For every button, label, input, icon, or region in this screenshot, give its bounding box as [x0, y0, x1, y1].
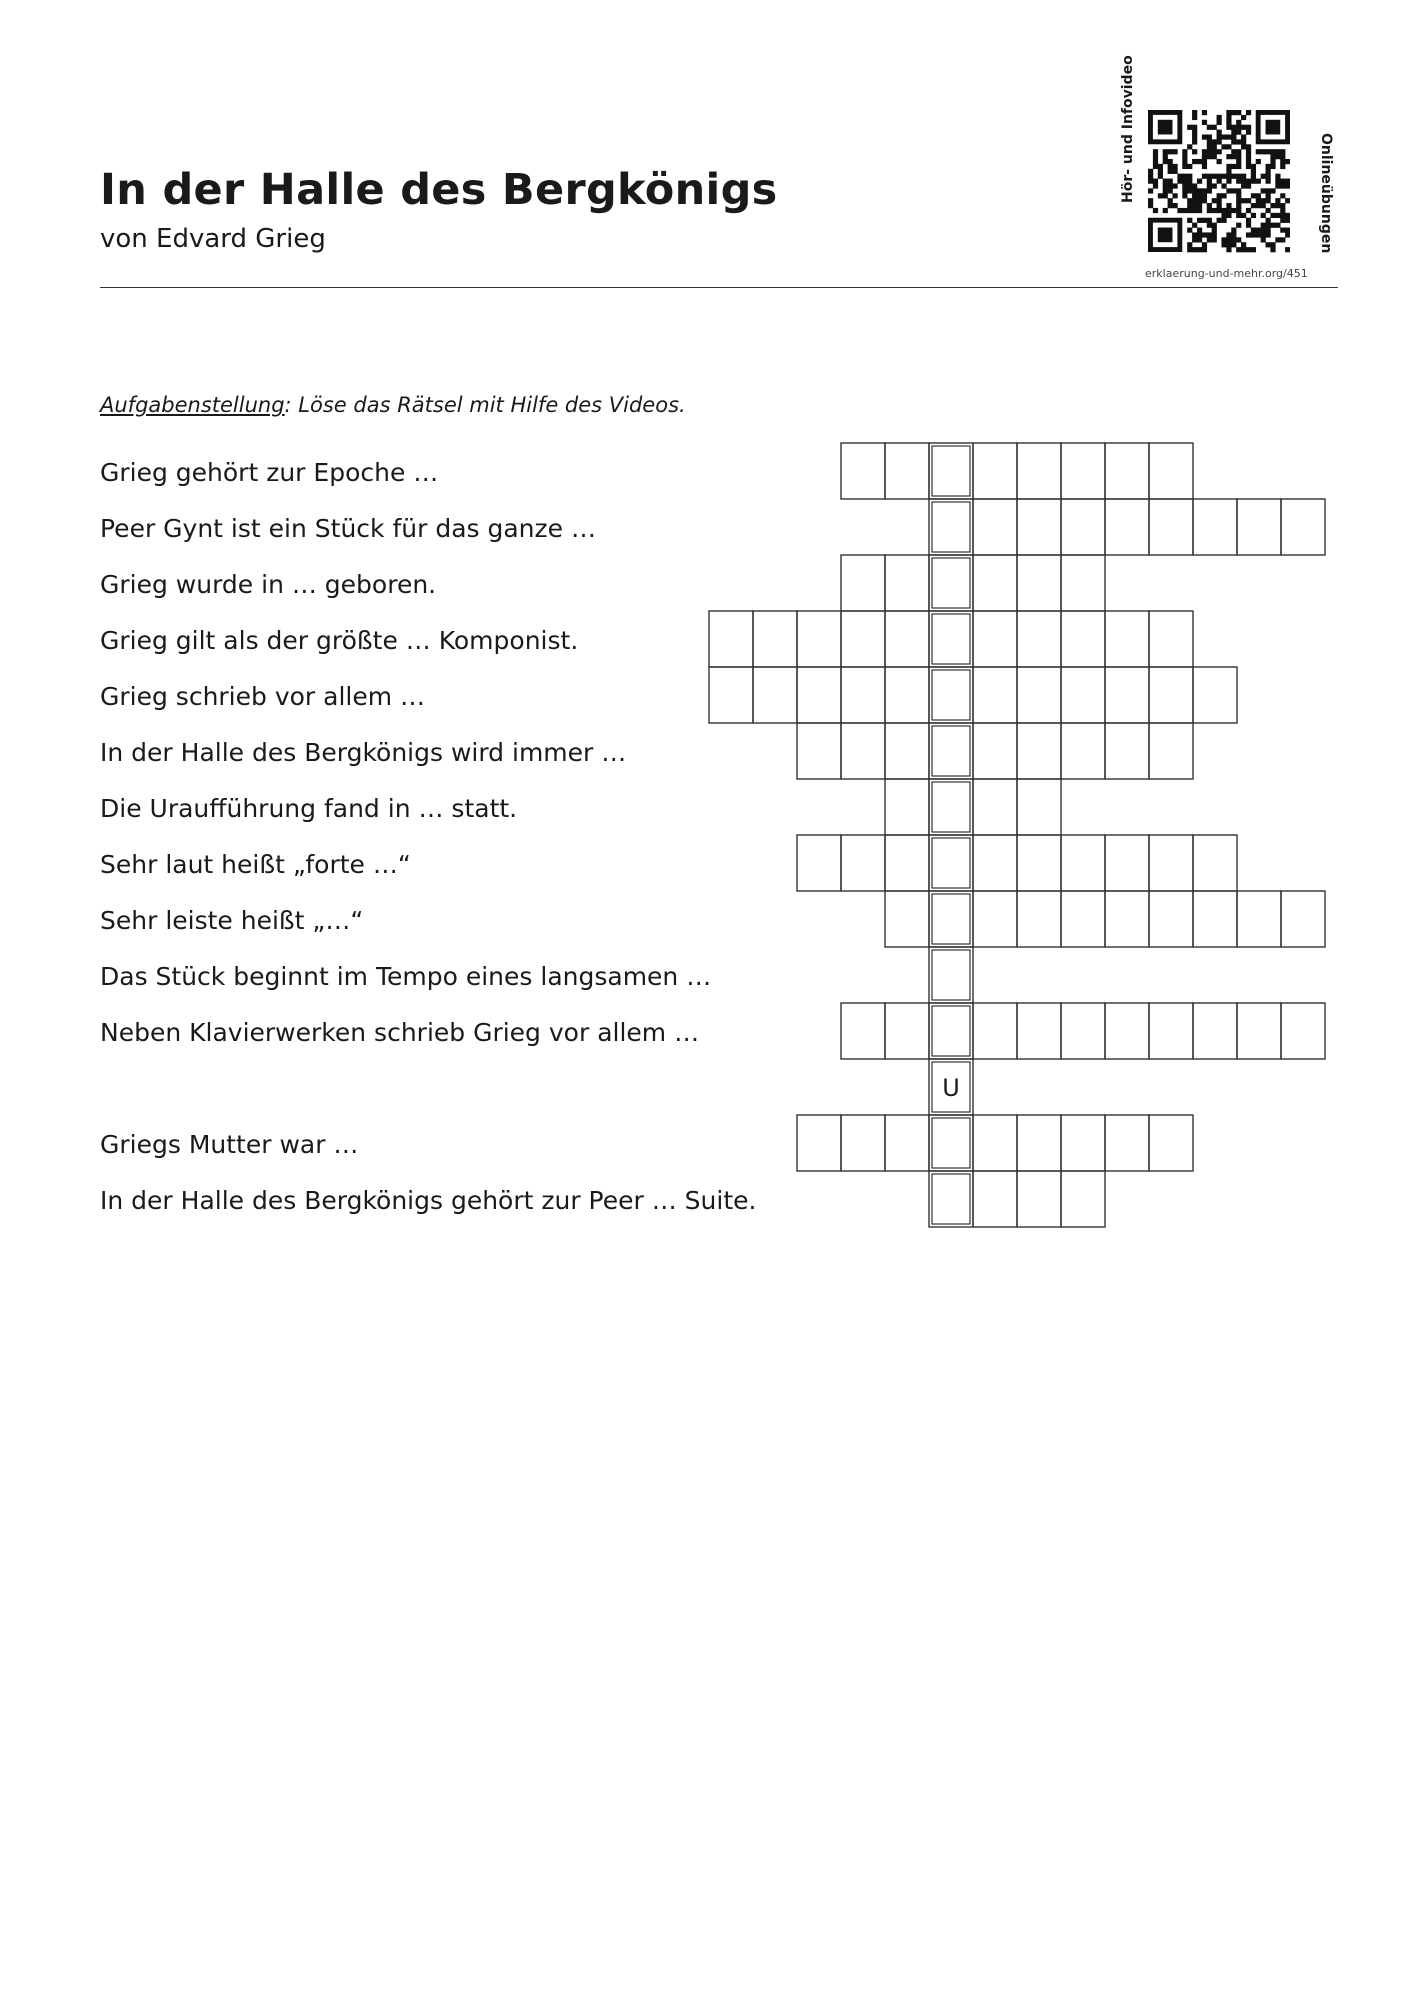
- crossword-cell[interactable]: [841, 667, 885, 723]
- clue-text: Die Uraufführung fand in … statt.: [100, 794, 518, 823]
- crossword-cell[interactable]: [1237, 1003, 1281, 1059]
- crossword-cell[interactable]: [1061, 555, 1105, 611]
- given-letter: U: [942, 1074, 960, 1102]
- crossword-cell[interactable]: [885, 835, 929, 891]
- crossword-cell[interactable]: [797, 835, 841, 891]
- crossword-cell[interactable]: [1193, 891, 1237, 947]
- solution-cell-inner-border: [932, 558, 970, 608]
- crossword-cell[interactable]: [885, 667, 929, 723]
- crossword-cell[interactable]: [1149, 1115, 1193, 1171]
- crossword-cell[interactable]: [1105, 443, 1149, 499]
- crossword-cell[interactable]: [885, 443, 929, 499]
- crossword-cell[interactable]: [841, 1003, 885, 1059]
- crossword-cell[interactable]: [1149, 891, 1193, 947]
- crossword-cell[interactable]: [1105, 891, 1149, 947]
- solution-cell[interactable]: [929, 835, 973, 891]
- solution-cell[interactable]: [929, 779, 973, 835]
- crossword-cell[interactable]: [841, 611, 885, 667]
- crossword-cell[interactable]: [1017, 1171, 1061, 1227]
- crossword-cell[interactable]: [797, 723, 841, 779]
- crossword-cell[interactable]: [1017, 555, 1061, 611]
- crossword-cell[interactable]: [1149, 1003, 1193, 1059]
- crossword-cell[interactable]: [1061, 1171, 1105, 1227]
- solution-cell-inner-border: [932, 446, 970, 496]
- crossword-cell[interactable]: [1017, 779, 1061, 835]
- crossword-cell[interactable]: [973, 499, 1017, 555]
- task-instruction-label: Aufgabenstellung: [100, 393, 285, 417]
- crossword-cell[interactable]: [797, 667, 841, 723]
- crossword-cell[interactable]: [753, 611, 797, 667]
- worksheet-title: In der Halle des Bergkönigs: [100, 165, 778, 215]
- crossword-cell[interactable]: [1193, 667, 1237, 723]
- crossword-cell[interactable]: [973, 891, 1017, 947]
- clue-text: Neben Klavierwerken schrieb Grieg vor allem …: [100, 1018, 700, 1047]
- solution-cell-inner-border: [932, 726, 970, 776]
- crossword-cell[interactable]: [1149, 667, 1193, 723]
- crossword-cell[interactable]: [885, 1003, 929, 1059]
- solution-cell[interactable]: [929, 723, 973, 779]
- crossword-cell[interactable]: [973, 1115, 1017, 1171]
- crossword-cell[interactable]: [1017, 443, 1061, 499]
- crossword-cell[interactable]: [1149, 611, 1193, 667]
- crossword-cell[interactable]: [1061, 723, 1105, 779]
- solution-cell[interactable]: [929, 1115, 973, 1171]
- crossword-cell[interactable]: [1193, 1003, 1237, 1059]
- crossword-cell[interactable]: [1017, 1115, 1061, 1171]
- solution-cell[interactable]: [929, 947, 973, 1003]
- solution-cell-inner-border: [932, 1118, 970, 1168]
- solution-cell-inner-border: [932, 670, 970, 720]
- crossword-cell[interactable]: [797, 611, 841, 667]
- crossword-cell[interactable]: [841, 555, 885, 611]
- solution-cell[interactable]: [929, 1171, 973, 1227]
- crossword-cell[interactable]: [1149, 443, 1193, 499]
- crossword-cell[interactable]: [885, 891, 929, 947]
- solution-cell-inner-border: [932, 614, 970, 664]
- crossword-cell[interactable]: [1105, 1115, 1149, 1171]
- crossword-cell[interactable]: [1061, 835, 1105, 891]
- crossword-cell[interactable]: [1149, 723, 1193, 779]
- crossword-cell[interactable]: [1105, 1003, 1149, 1059]
- crossword-cell[interactable]: [1193, 499, 1237, 555]
- crossword-cell[interactable]: [973, 1171, 1017, 1227]
- crossword-cell[interactable]: [1017, 667, 1061, 723]
- crossword-cell[interactable]: [1061, 667, 1105, 723]
- solution-cell-inner-border: [932, 950, 970, 1000]
- crossword-cell[interactable]: [885, 555, 929, 611]
- crossword-cell[interactable]: [973, 667, 1017, 723]
- crossword-cell[interactable]: [1105, 499, 1149, 555]
- crossword-cell[interactable]: [1281, 891, 1325, 947]
- clue-text: Grieg wurde in … geboren.: [100, 570, 437, 599]
- solution-cell[interactable]: [929, 1003, 973, 1059]
- clue-text: Das Stück beginnt im Tempo eines langsamen …: [100, 962, 712, 991]
- clue-text: Grieg schrieb vor allem …: [100, 682, 426, 711]
- crossword-cell[interactable]: [841, 1115, 885, 1171]
- crossword-cell[interactable]: [709, 611, 753, 667]
- crossword-cell[interactable]: [841, 723, 885, 779]
- solution-cell[interactable]: [929, 499, 973, 555]
- crossword-cell[interactable]: [973, 779, 1017, 835]
- qr-video-label: Hör- und Infovideo: [1120, 55, 1136, 203]
- task-instruction-text: : Löse das Rätsel mit Hilfe des Videos.: [284, 393, 686, 417]
- crossword-cell[interactable]: [885, 1115, 929, 1171]
- solution-cell[interactable]: [929, 555, 973, 611]
- crossword-cell[interactable]: [841, 443, 885, 499]
- crossword-cell[interactable]: [1149, 835, 1193, 891]
- clue-text: Grieg gehört zur Epoche …: [100, 458, 439, 487]
- crossword-cell[interactable]: [1193, 835, 1237, 891]
- qr-url[interactable]: erklaerung-und-mehr.org/451: [1145, 267, 1308, 280]
- clue-text: Sehr laut heißt „forte …“: [100, 850, 411, 879]
- crossword-cell[interactable]: [1061, 1115, 1105, 1171]
- crossword-cell[interactable]: [1061, 611, 1105, 667]
- crossword-cell[interactable]: [1105, 611, 1149, 667]
- crossword-cell[interactable]: [753, 667, 797, 723]
- crossword-cell[interactable]: [709, 667, 753, 723]
- clue-text: In der Halle des Bergkönigs wird immer …: [100, 738, 627, 767]
- crossword-cell[interactable]: [1237, 499, 1281, 555]
- crossword-cell[interactable]: [885, 611, 929, 667]
- crossword-cell[interactable]: [1017, 499, 1061, 555]
- crossword-cell[interactable]: [1105, 667, 1149, 723]
- crossword-cell[interactable]: [973, 723, 1017, 779]
- crossword-cell[interactable]: [885, 723, 929, 779]
- solution-cell-inner-border: [932, 782, 970, 832]
- crossword-cell[interactable]: [1149, 499, 1193, 555]
- solution-cell[interactable]: [929, 611, 973, 667]
- crossword-cell[interactable]: [1237, 891, 1281, 947]
- crossword-cell[interactable]: [1017, 1003, 1061, 1059]
- qr-exercises-label: Onlineübungen: [1318, 133, 1334, 254]
- crossword-cell[interactable]: [1017, 835, 1061, 891]
- crossword-cell[interactable]: [1061, 443, 1105, 499]
- crossword-cell[interactable]: [885, 779, 929, 835]
- crossword-cell[interactable]: [973, 555, 1017, 611]
- clue-text: Peer Gynt ist ein Stück für das ganze …: [100, 514, 596, 543]
- crossword-cell[interactable]: [973, 835, 1017, 891]
- crossword-cell[interactable]: [973, 1003, 1017, 1059]
- crossword-cell[interactable]: [1281, 1003, 1325, 1059]
- crossword-cell[interactable]: [1017, 611, 1061, 667]
- solution-cell-inner-border: [932, 838, 970, 888]
- clue-text: Sehr leiste heißt „…“: [100, 906, 364, 935]
- clue-text: Grieg gilt als der größte … Komponist.: [100, 626, 579, 655]
- crossword-cell[interactable]: [797, 1115, 841, 1171]
- solution-cell[interactable]: [929, 891, 973, 947]
- crossword-cell[interactable]: [1061, 891, 1105, 947]
- solution-cell-inner-border: [932, 502, 970, 552]
- crossword-cell[interactable]: [1061, 1003, 1105, 1059]
- clue-text: Griegs Mutter war …: [100, 1130, 359, 1159]
- crossword-cell[interactable]: [1017, 891, 1061, 947]
- crossword-cell[interactable]: [1017, 723, 1061, 779]
- crossword-cell[interactable]: [1281, 499, 1325, 555]
- solution-cell-inner-border: [932, 894, 970, 944]
- solution-cell-inner-border: [932, 1006, 970, 1056]
- crossword-cell[interactable]: [1105, 835, 1149, 891]
- crossword-cell[interactable]: [841, 835, 885, 891]
- solution-cell[interactable]: [929, 443, 973, 499]
- solution-cell[interactable]: [929, 667, 973, 723]
- crossword-cell[interactable]: [1061, 499, 1105, 555]
- solution-cell-inner-border: [932, 1174, 970, 1224]
- crossword-cell[interactable]: [973, 611, 1017, 667]
- clue-text: In der Halle des Bergkönigs gehört zur Peer … Suite.: [100, 1186, 757, 1215]
- worksheet-subtitle: von Edvard Grieg: [100, 224, 326, 254]
- crossword-cell[interactable]: [1105, 723, 1149, 779]
- crossword-cell[interactable]: [973, 443, 1017, 499]
